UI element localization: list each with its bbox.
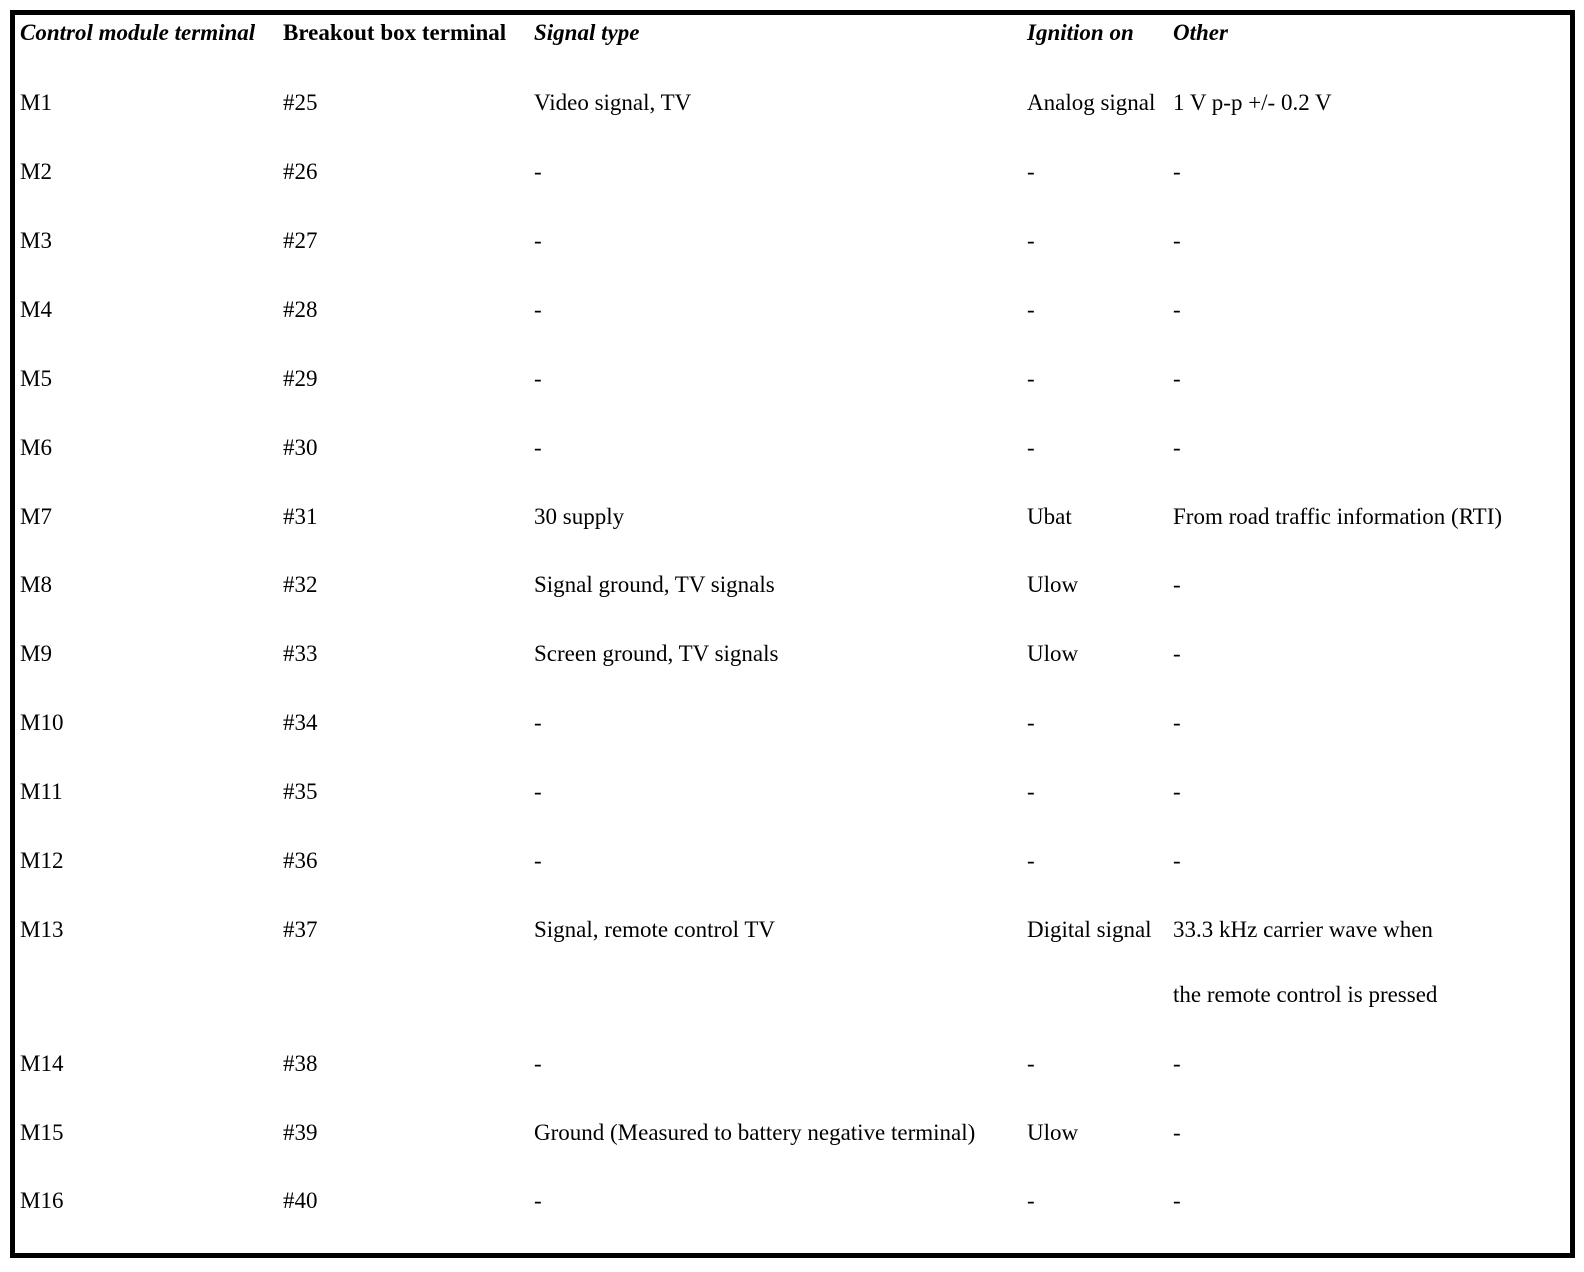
cell-breakout-box-terminal: #28 [283,297,318,322]
cell-signal-type: Screen ground, TV signals [534,641,779,666]
cell-signal-type: - [534,1188,542,1213]
cell-ignition-on: - [1027,366,1035,391]
cell-breakout-box-terminal: #35 [283,779,318,804]
cell-ignition-on: Ulow [1027,641,1079,666]
cell-ignition-on: - [1027,297,1035,322]
cell-breakout-box-terminal: #37 [283,917,318,942]
cell-control-module-terminal: M13 [20,917,64,942]
cell-other: - [1173,228,1181,253]
cell-other: From road traffic information (RTI) [1173,504,1503,529]
cell-control-module-terminal: M7 [20,504,52,529]
cell-signal-type: - [534,297,542,322]
cell-control-module-terminal: M5 [20,366,52,391]
cell-other: - [1173,848,1181,873]
cell-ignition-on: - [1027,848,1035,873]
cell-breakout-box-terminal: #32 [283,572,318,597]
cell-other: - [1173,435,1181,460]
cell-signal-type: - [534,710,542,735]
cell-breakout-box-terminal: #38 [283,1051,318,1076]
cell-breakout-box-terminal: #27 [283,228,318,253]
cell-signal-type: - [534,779,542,804]
cell-signal-type: - [534,435,542,460]
header-ignition-on: Ignition on [1027,20,1134,45]
cell-other: - [1173,1051,1181,1076]
cell-breakout-box-terminal: #30 [283,435,318,460]
cell-ignition-on: - [1027,228,1035,253]
cell-breakout-box-terminal: #36 [283,848,318,873]
cell-signal-type: - [534,228,542,253]
cell-ignition-on: - [1027,1188,1035,1213]
cell-breakout-box-terminal: #33 [283,641,318,666]
cell-control-module-terminal: M6 [20,435,52,460]
cell-other: - [1173,779,1181,804]
cell-control-module-terminal: M12 [20,848,64,873]
cell-ignition-on: - [1027,1051,1035,1076]
cell-control-module-terminal: M14 [20,1051,64,1076]
cell-control-module-terminal: M8 [20,572,52,597]
cell-ignition-on: Digital signal [1027,917,1152,942]
cell-control-module-terminal: M1 [20,90,52,115]
header-control-module-terminal: Control module terminal [20,20,256,45]
header-other: Other [1173,20,1228,45]
cell-ignition-on: - [1027,779,1035,804]
cell-other: - [1173,710,1181,735]
cell-signal-type: Signal ground, TV signals [534,572,775,597]
cell-ignition-on: Ulow [1027,1120,1079,1145]
cell-control-module-terminal: M2 [20,159,52,184]
cell-control-module-terminal: M10 [20,710,64,735]
cell-other: - [1173,297,1181,322]
cell-control-module-terminal: M3 [20,228,52,253]
cell-control-module-terminal: M16 [20,1188,64,1213]
cell-breakout-box-terminal: #34 [283,710,318,735]
cell-control-module-terminal: M9 [20,641,52,666]
cell-other: - [1173,1120,1181,1145]
terminal-table [10,10,1575,1258]
cell-breakout-box-terminal: #25 [283,90,318,115]
cell-breakout-box-terminal: #40 [283,1188,318,1213]
cell-other: 33.3 kHz carrier wave when [1173,917,1433,942]
cell-ignition-on: - [1027,159,1035,184]
cell-control-module-terminal: M15 [20,1120,64,1145]
cell-breakout-box-terminal: #26 [283,159,318,184]
cell-other: 1 V p-p +/- 0.2 V [1173,90,1332,115]
cell-other: - [1173,1188,1181,1213]
cell-breakout-box-terminal: #29 [283,366,318,391]
cell-other: - [1173,159,1181,184]
header-breakout-box-terminal: Breakout box terminal [283,20,507,45]
cell-breakout-box-terminal: #39 [283,1120,318,1145]
cell-other: the remote control is pressed [1173,982,1438,1007]
cell-other: - [1173,366,1181,391]
cell-ignition-on: - [1027,435,1035,460]
cell-signal-type: - [534,848,542,873]
cell-signal-type: - [534,366,542,391]
cell-signal-type: - [534,1051,542,1076]
cell-other: - [1173,641,1181,666]
cell-ignition-on: Ubat [1027,504,1072,529]
cell-ignition-on: Ulow [1027,572,1079,597]
cell-signal-type: - [534,159,542,184]
cell-breakout-box-terminal: #31 [283,504,318,529]
header-signal-type: Signal type [534,20,640,45]
cell-signal-type: 30 supply [534,504,625,529]
cell-control-module-terminal: M4 [20,297,52,322]
cell-ignition-on: Analog signal [1027,90,1156,115]
cell-ignition-on: - [1027,710,1035,735]
cell-signal-type: Ground (Measured to battery negative terminal) [534,1120,976,1145]
cell-control-module-terminal: M11 [20,779,63,804]
cell-signal-type: Signal, remote control TV [534,917,776,942]
cell-signal-type: Video signal, TV [534,90,692,115]
cell-other: - [1173,572,1181,597]
